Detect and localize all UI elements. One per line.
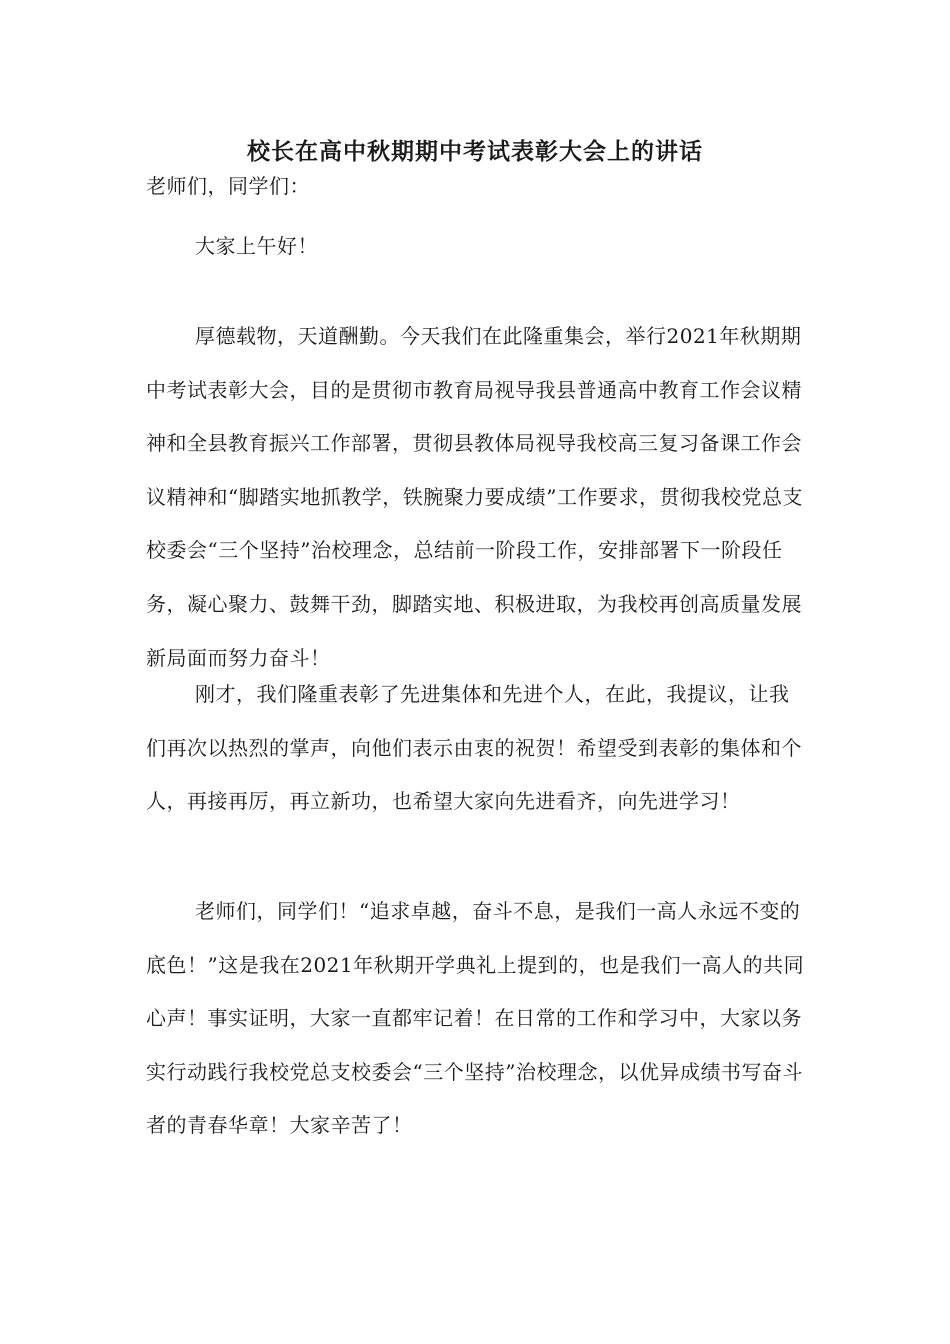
- paragraph-motto: 老师们，同学们！“追求卓越，奋斗不息，是我们一高人永远不变的底色！”这是我在2021年秋期开学典礼上提到的，也是我们一高人的共同心声！事实证明，大家一直都牢记着！在日常的工作和学习中，大家以务实行动践行我校党总支校委会“三个坚持”治校理念，以优异成绩书写奋斗者的青春华章！大家辛苦了！: [146, 899, 805, 1138]
- salutation: 老师们，同学们：: [146, 174, 310, 198]
- paragraph-commendation: 刚才，我们隆重表彰了先进集体和先进个人，在此，我提议，让我们再次以热烈的掌声，向他们表示由衷的祝贺！希望受到表彰的集体和个人，再接再厉，再立新功，也希望大家向先进看齐，向先进学习！: [146, 682, 802, 814]
- greeting: 大家上午好！: [195, 234, 318, 258]
- page-title: 校长在高中秋期期中考试表彰大会上的讲话: [247, 138, 703, 165]
- paragraph-opening: 厚德载物，天道酬勤。今天我们在此隆重集会，举行2021年秋期期中考试表彰大会，目的是贯彻市教育局视导我县普通高中教育工作会议精神和全县教育振兴工作部署，贯彻县教体局视导我校高三复习备课工作会议精神和“脚踏实地抓教学，铁腕聚力要成绩”工作要求，贯彻我校党总支校委会“三个坚持”治校理念，总结前一阶段工作，安排部署下一阶段任务，凝心聚力、鼓舞干劲，脚踏实地、积极进取，为我校再创高质量发展新局面而努力奋斗！: [146, 324, 803, 670]
